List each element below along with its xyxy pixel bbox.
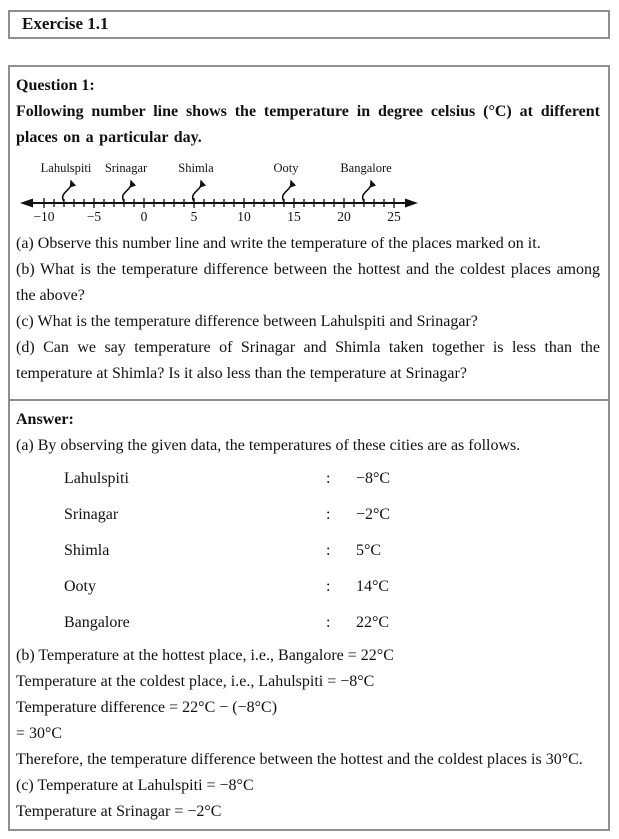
exercise-header-box bbox=[8, 10, 610, 39]
question-answer-box bbox=[8, 65, 610, 831]
city-name: Shimla bbox=[64, 542, 110, 559]
question-part-c: (c) What is the temperature difference between Lahulspiti and Srinagar? bbox=[16, 313, 478, 330]
answer-line: = 30°C bbox=[16, 725, 63, 742]
city-label: Shimla bbox=[178, 161, 214, 175]
axis-tick-label: 15 bbox=[287, 209, 301, 224]
answer-line: Therefore, the temperature difference between the hottest and the coldest places is 30°C. bbox=[16, 751, 583, 768]
question-part-a: (a) Observe this number line and write the temperature of the places marked on it. bbox=[16, 235, 541, 252]
city-name: Srinagar bbox=[64, 506, 119, 523]
temperature-row bbox=[64, 461, 600, 497]
number-line-svg bbox=[18, 159, 421, 227]
city-arrow bbox=[363, 181, 372, 202]
temperature-value: −2°C bbox=[356, 506, 391, 523]
axis-tick-label: −10 bbox=[33, 209, 55, 224]
colon-separator: : bbox=[326, 506, 331, 523]
city-arrow bbox=[123, 181, 132, 202]
city-arrow bbox=[63, 181, 72, 202]
number-line-figure bbox=[18, 159, 600, 227]
answer-line: (b) Temperature at the hottest place, i.e., Bangalore = 22°C bbox=[16, 647, 394, 664]
colon-separator: : bbox=[326, 578, 331, 595]
city-label: Srinagar bbox=[104, 161, 148, 175]
city-name: Ooty bbox=[64, 578, 96, 595]
axis-tick-label: 5 bbox=[190, 209, 198, 224]
axis-tick-label: 25 bbox=[387, 209, 401, 224]
question-section bbox=[10, 67, 608, 399]
temperature-value: 5°C bbox=[356, 542, 382, 559]
axis-right-arrowhead bbox=[405, 199, 418, 208]
answer-label: Answer: bbox=[16, 411, 74, 428]
temperature-row bbox=[64, 497, 600, 533]
question-label: Question 1: bbox=[16, 77, 95, 94]
city-arrow bbox=[283, 181, 292, 202]
temperature-value: −8°C bbox=[356, 470, 391, 487]
answer-line: Temperature difference = 22°C − (−8°C) bbox=[16, 699, 278, 716]
temperature-value: 22°C bbox=[356, 614, 390, 631]
question-part-b: (b) What is the temperature difference between the hottest and the coldest places among the above? bbox=[16, 261, 600, 304]
temperature-table bbox=[16, 461, 600, 641]
answer-line: Temperature at Srinagar = −2°C bbox=[16, 803, 222, 820]
exercise-title: Exercise 1.1 bbox=[22, 14, 109, 33]
temperature-row bbox=[64, 533, 600, 569]
axis-tick-label: 10 bbox=[237, 209, 251, 224]
axis-tick-label: −5 bbox=[86, 209, 102, 224]
question-parts bbox=[16, 231, 600, 387]
temperature-row bbox=[64, 605, 600, 641]
city-label: Bangalore bbox=[340, 161, 392, 175]
city-label: Lahulspiti bbox=[40, 161, 92, 175]
city-name: Bangalore bbox=[64, 614, 130, 631]
axis-tick-label: 0 bbox=[140, 209, 148, 224]
question-part-d: (d) Can we say temperature of Srinagar and Shimla taken together is less than the temperature at Shimla? Is it also less than the temperature at Srinagar? bbox=[16, 339, 600, 382]
answer-work-lines bbox=[16, 643, 600, 825]
colon-separator: : bbox=[326, 470, 331, 487]
colon-separator: : bbox=[326, 542, 331, 559]
temperature-value: 14°C bbox=[356, 578, 390, 595]
temperature-row bbox=[64, 569, 600, 605]
answer-line: (c) Temperature at Lahulspiti = −8°C bbox=[16, 777, 254, 794]
city-name: Lahulspiti bbox=[64, 470, 129, 487]
axis-tick-label: 20 bbox=[337, 209, 351, 224]
city-label: Ooty bbox=[273, 161, 299, 175]
question-statement: Following number line shows the temperature in degree celsius (°C) at different places on a particular day. bbox=[16, 103, 600, 146]
answer-line: Temperature at the coldest place, i.e., Lahulspiti = −8°C bbox=[16, 673, 375, 690]
answer-section bbox=[10, 399, 608, 829]
answer-part-a-intro: (a) By observing the given data, the temperatures of these cities are as follows. bbox=[16, 437, 521, 454]
colon-separator: : bbox=[326, 614, 331, 631]
axis-left-arrowhead bbox=[20, 199, 33, 208]
